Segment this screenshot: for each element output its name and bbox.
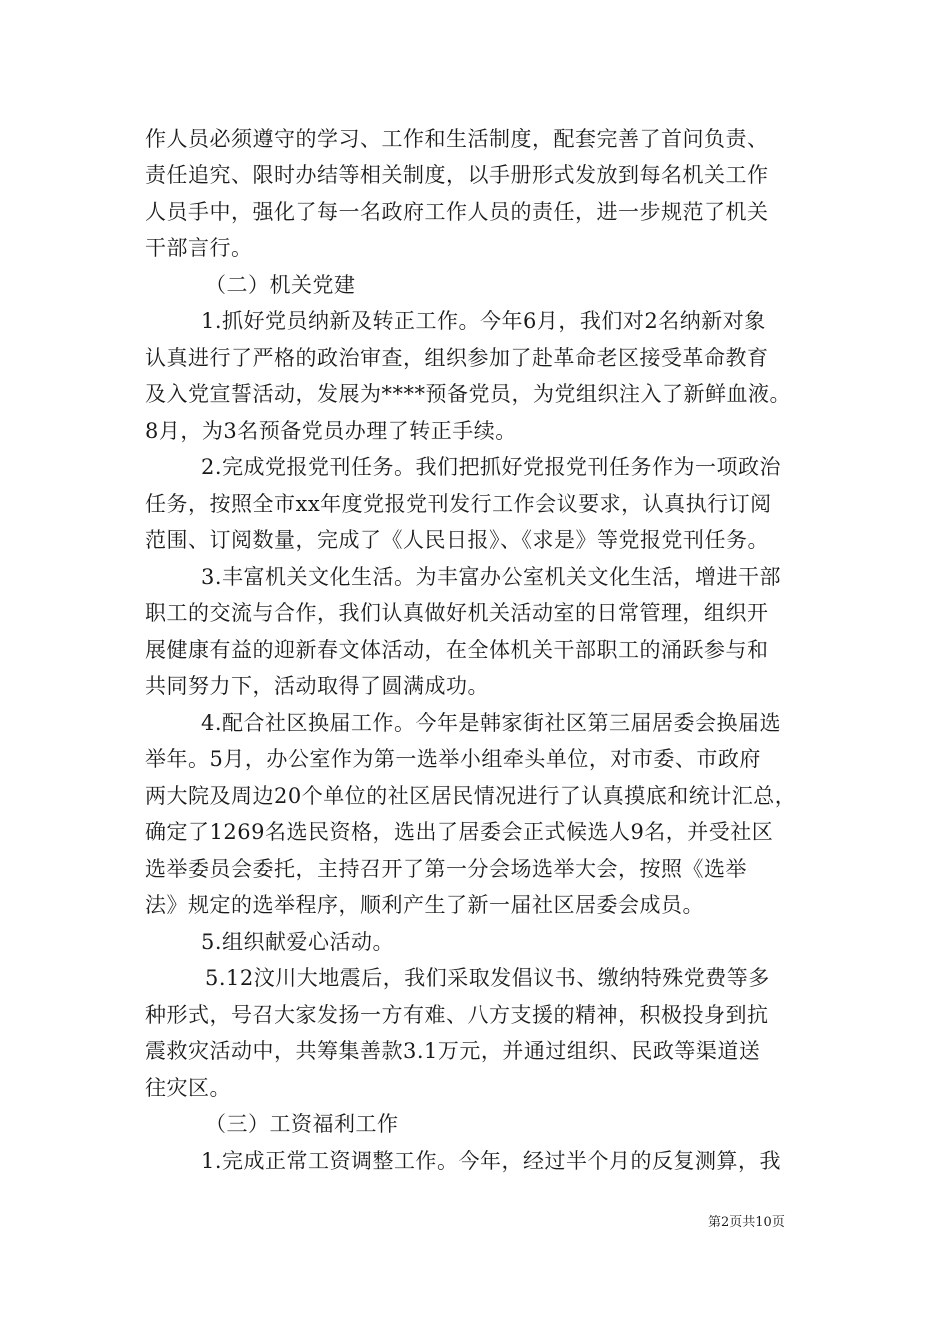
body-line: 种形式，号召大家发扬一方有难、八方支援的精神，积极投身到抗 (145, 1003, 769, 1027)
body-line: 5.12汶川大地震后，我们采取发倡议书、缴纳特殊党费等多 (205, 966, 770, 990)
body-line: 职工的交流与合作，我们认真做好机关活动室的日常管理，组织开 (145, 601, 769, 625)
body-line: 震救灾活动中，共筹集善款3.1万元，并通过组织、民政等渠道送 (145, 1039, 761, 1063)
body-line: 8月，为3名预备党员办理了转正手续。 (145, 419, 517, 443)
body-line: 5.组织献爱心活动。 (201, 930, 395, 954)
section-heading: （二）机关党建 (205, 273, 356, 297)
page-number-footer: 第2页共10页 (708, 1215, 785, 1230)
body-line: 选举委员会委托，主持召开了第一分会场选举大会，按照《选举 (145, 857, 747, 881)
body-line: 责任追究、限时办结等相关制度，以手册形式发放到每名机关工作 (145, 163, 769, 187)
body-line: 展健康有益的迎新春文体活动，在全体机关干部职工的涌跃参与和 (145, 638, 769, 662)
body-line: 往灾区。 (145, 1076, 231, 1100)
body-line: 干部言行。 (145, 236, 253, 260)
body-line: 认真进行了严格的政治审查，组织参加了赴革命老区接受革命教育 (145, 346, 769, 370)
body-line: 4.配合社区换届工作。今年是韩家街社区第三届居委会换届选 (201, 711, 782, 735)
body-line: 人员手中，强化了每一名政府工作人员的责任，进一步规范了机关 (145, 200, 769, 224)
body-line: 法》规定的选举程序，顺利产生了新一届社区居委会成员。 (145, 893, 704, 917)
body-line: 作人员必须遵守的学习、工作和生活制度，配套完善了首问负责、 (145, 127, 769, 151)
body-line: 确定了1269名选民资格，选出了居委会正式候选人9名，并受社区 (145, 820, 774, 844)
body-line: 两大院及周边20个单位的社区居民情况进行了认真摸底和统计汇总， (145, 784, 797, 808)
body-line: 1.完成正常工资调整工作。今年，经过半个月的反复测算，我 (201, 1149, 782, 1173)
body-line: 范围、订阅数量，完成了《人民日报》、《求是》等党报党刊任务。 (145, 528, 769, 552)
body-line: 及入党宣誓活动，发展为****预备党员，为党组织注入了新鲜血液。 (145, 382, 791, 406)
body-line: 共同努力下，活动取得了圆满成功。 (145, 674, 489, 698)
body-line: 举年。5月，办公室作为第一选举小组牵头单位，对市委、市政府 (145, 747, 761, 771)
body-line: 2.完成党报党刊任务。我们把抓好党报党刊任务作为一项政治 (201, 455, 782, 479)
body-line: 任务，按照全市xx年度党报党刊发行工作会议要求，认真执行订阅 (145, 492, 772, 516)
body-line: 1.抓好党员纳新及转正工作。今年6月，我们对2名纳新对象 (201, 309, 766, 333)
body-line: 3.丰富机关文化生活。为丰富办公室机关文化生活，增进干部 (201, 565, 782, 589)
section-heading: （三）工资福利工作 (205, 1112, 399, 1136)
